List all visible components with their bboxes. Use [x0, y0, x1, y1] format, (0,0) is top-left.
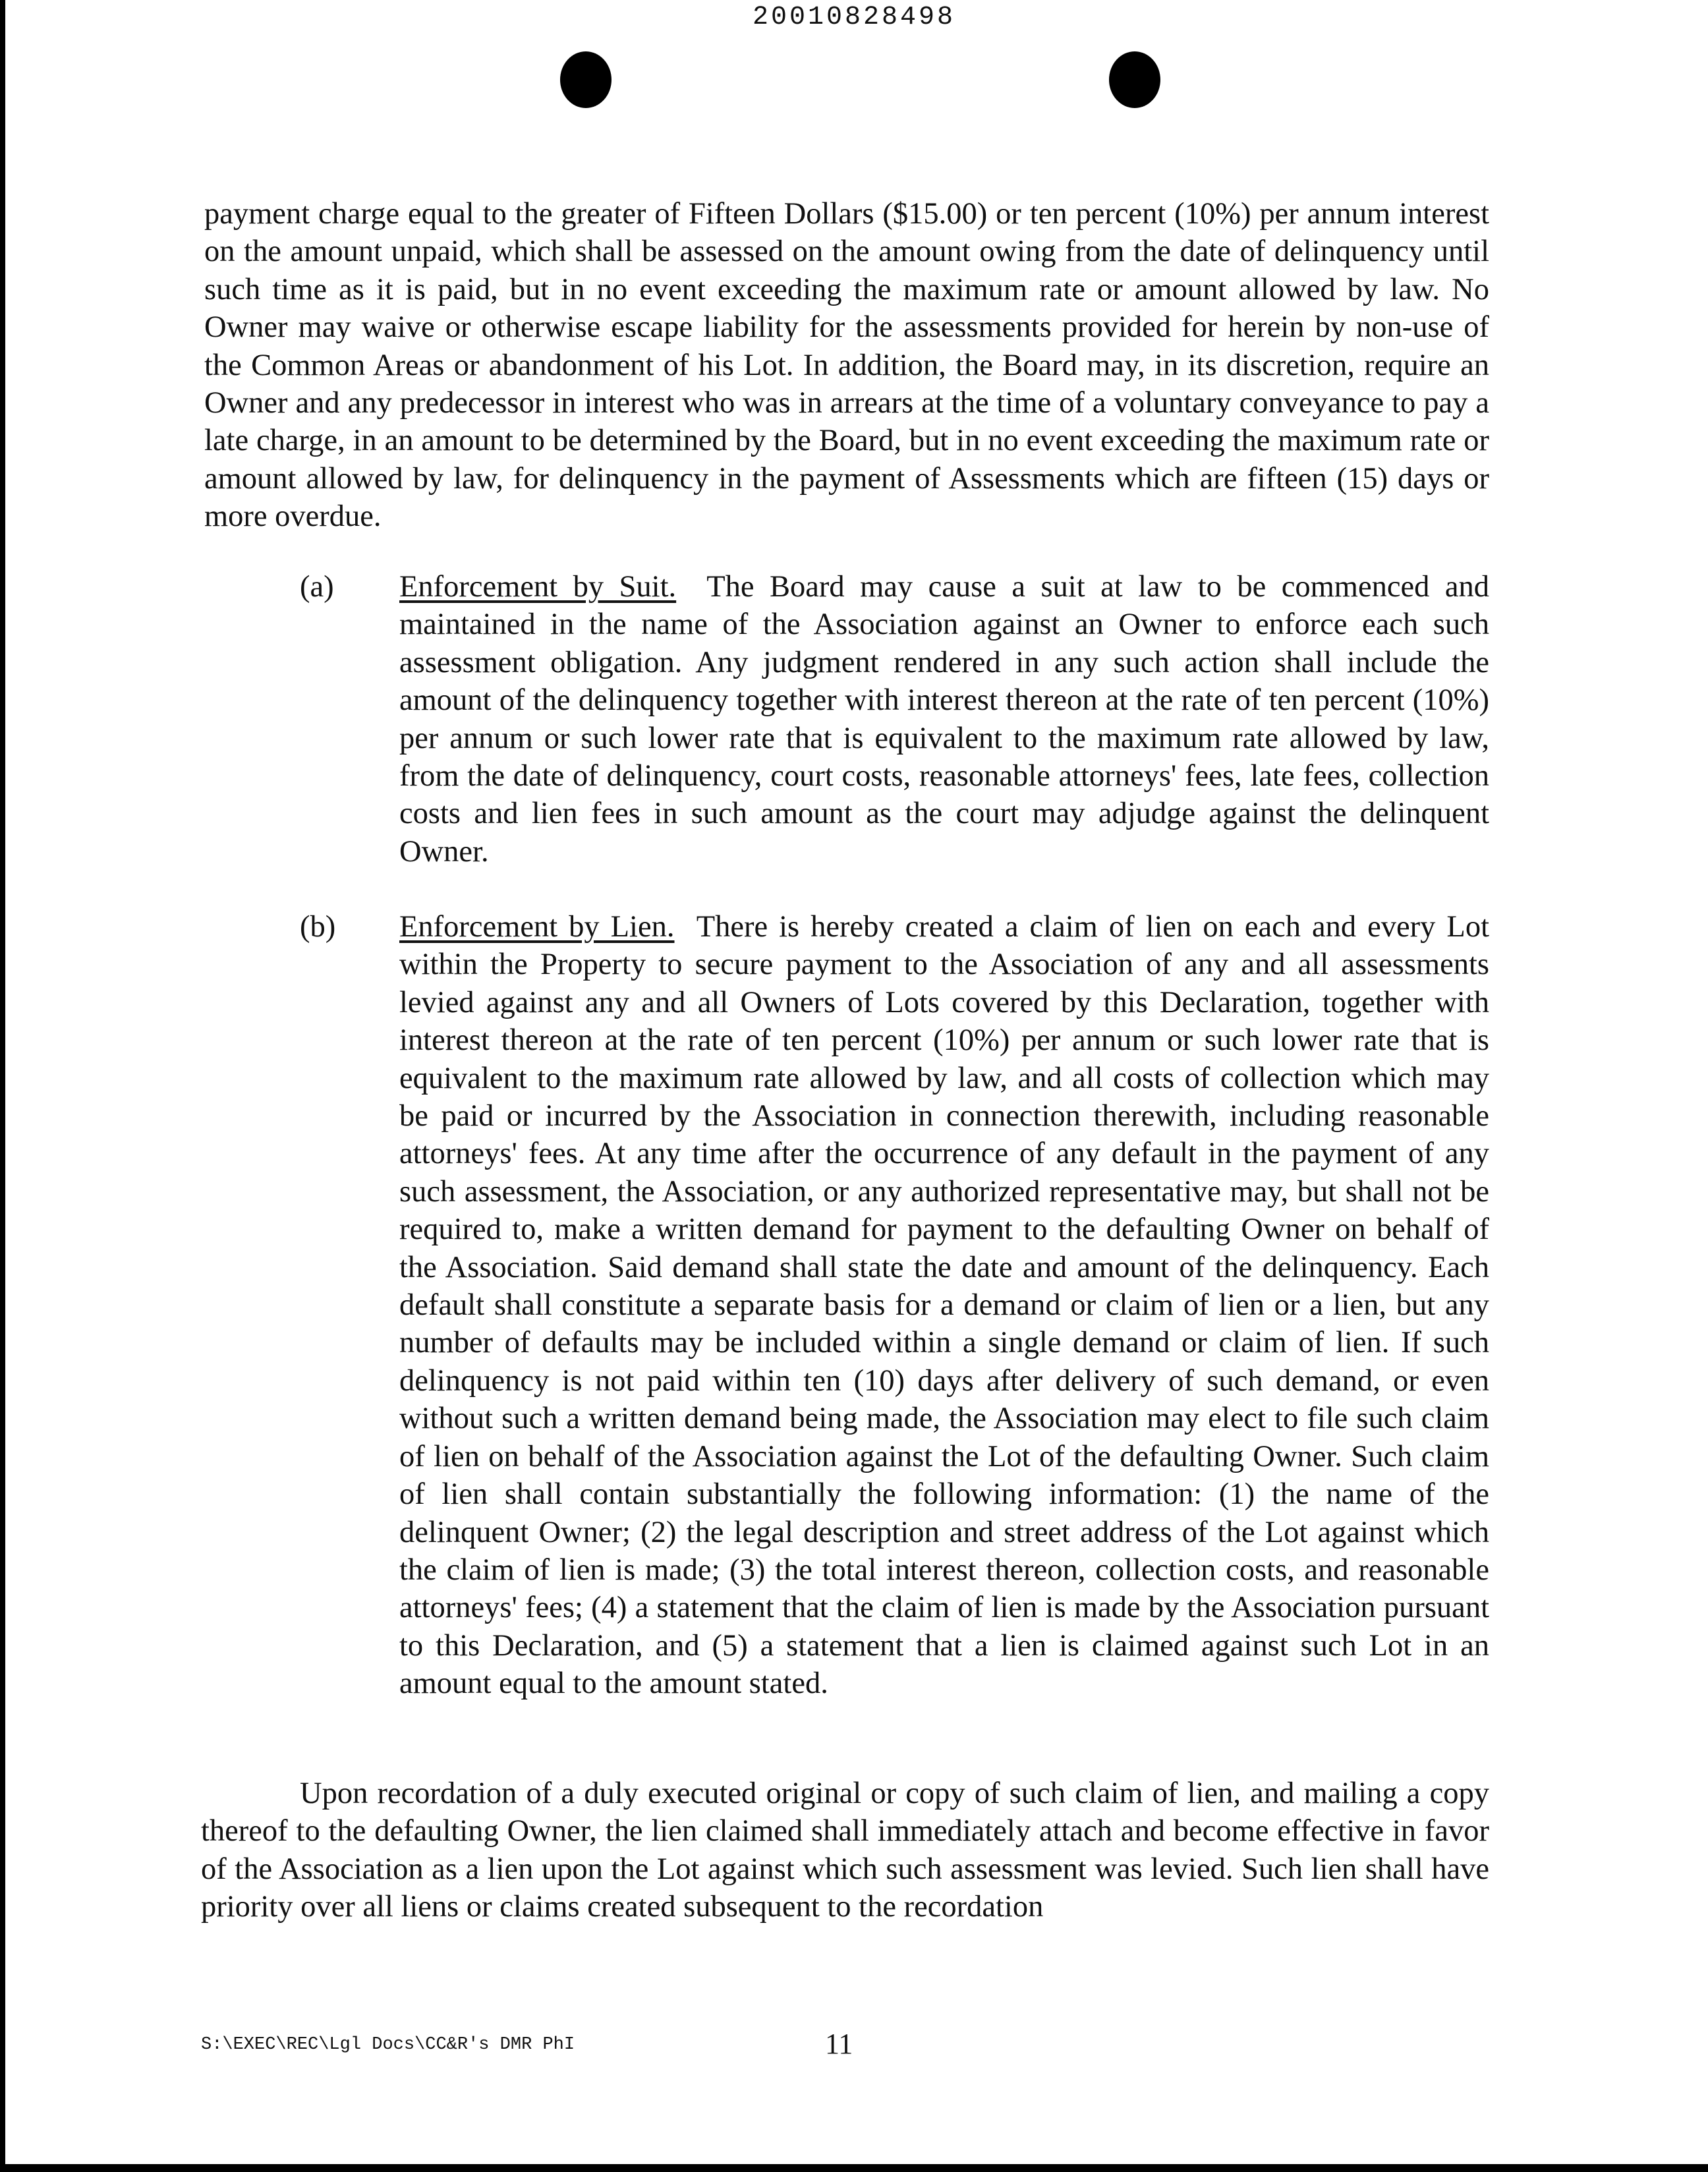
subsection-a-text: The Board may cause a suit at law to be commenced and maintained in the name of the Association against an Owner to enforce each such assessment obligation. Any judgment rendered in any such action shall include the amount of the delinquency together with interest thereon at the rate of ten percent (10%) per annum or such lower rate that is equivalent to the maximum rate allowed by law, from the date of delinquency, court costs, reasonable attorneys' fees, late fees, collection costs and lien fees in such amount as the court may adjudge against the delinquent Owner.: [399, 570, 1489, 869]
subsection-b-label: (b): [300, 910, 336, 944]
punch-hole-left: [560, 51, 612, 108]
subsection-b-heading: Enforcement by Lien.: [399, 910, 675, 944]
final-paragraph: Upon recordation of a duly executed original or copy of such claim of lien, and mailing a copy thereof to the defaulting Owner, the lien claimed shall immediately attach and become effective in favor of the Association as a lien upon the Lot against which such assessment was levied. Such lien shall have priority over all liens or claims created subsequent to the recordation: [201, 1777, 1489, 1924]
subsection-a: [399, 568, 1489, 871]
subsection-a-label: (a): [300, 570, 334, 604]
document-number: 20010828498: [752, 3, 956, 32]
intro-paragraph: payment charge equal to the greater of Fifteen Dollars ($15.00) or ten percent (10%) per annum interest on the amount unpaid, which shall be assessed on the amount owing from the date of delinquency until such time as it is paid, but in no event exceeding the maximum rate or amount allowed by law. No Owner may waive or otherwise escape liability for the assessments provided for herein by non-use of the Common Areas or abandonment of his Lot. In addition, the Board may, in its discretion, require an Owner and any predecessor in interest who was in arrears at the time of a voluntary conveyance to pay a late charge, in an amount to be determined by the Board, but in no event exceeding the maximum rate or amount allowed by law, for delinquency in the payment of Assessments which are fifteen (15) days or more overdue.: [204, 197, 1489, 534]
punch-hole-right: [1109, 51, 1160, 108]
page-number: 11: [825, 2028, 853, 2060]
subsection-b-text: There is hereby created a claim of lien on each and every Lot within the Property to secure payment to the Association of any and all assessments levied against any and all Owners of Lots covered by this Declaration, together with interest thereon at the rate of ten percent (10%) per annum or such lower rate that is equivalent to the maximum rate allowed by law, and all costs of collection which may be paid or incurred by the Association in connection therewith, including reasonable attorneys' fees. At any time after the occurrence of any default in the payment of any such assessment, the Association, or any authorized representative may, but shall not be required to, make a written demand for payment to the defaulting Owner on behalf of the Association. Said demand shall state the date and amount of the delinquency. Each default shall constitute a separate basis for a demand or claim of lien or a lien, but any number of defaults may be included within a single demand or claim of lien. If such delinquency is not paid within ten (10) days after delivery of such demand, or even without such a written demand being made, the Association may elect to file such claim of lien on behalf of the Association against the Lot of the defaulting Owner. Such claim of lien shall contain substantially the following information: (1) the name of the delinquent Owner; (2) the legal description and street address of the Lot against which the claim of lien is made; (3) the total interest thereon, collection costs, and reasonable attorneys' fees; (4) a statement that the claim of lien is made by the Association pursuant to this Declaration, and (5) a statement that a lien is claimed against such Lot in an amount equal to the amount stated.: [399, 910, 1489, 1701]
scan-border-bottom: [0, 2164, 1708, 2172]
scan-border-left: [0, 0, 5, 2172]
footer-file-path: S:\EXEC\REC\Lgl Docs\CC&R's DMR PhI: [201, 2035, 575, 2055]
subsection-a-heading: Enforcement by Suit.: [399, 570, 677, 604]
subsection-b: [399, 908, 1489, 1703]
